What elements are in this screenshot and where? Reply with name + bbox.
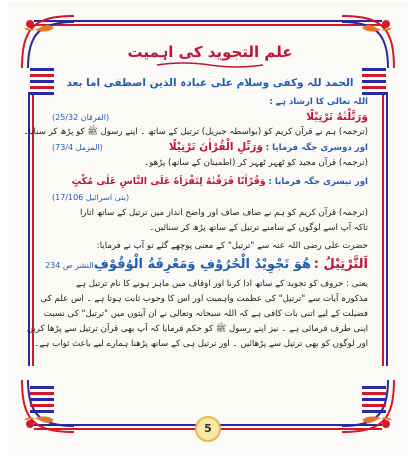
- paragraph-line-5: اور لوگوں کو بھی ترتیل سے پڑھائیں ۔ اور ترتیل ہی کے ساتھ پڑھنا ہمارے لیے باعث ثواب ہے۔: [34, 339, 368, 349]
- left-stripe-ornament: [30, 386, 54, 416]
- section-3-translation-2: تاکہ آپ اسے لوگوں کے سامنے ترتیل کے ساتھ پڑھ کر سنائیں۔: [149, 223, 368, 233]
- frame-top-blue-line: [34, 20, 382, 22]
- doxology: الحمد للہ وکفی وسلام علی عبادہ الذین اصطفی اما بعد: [66, 77, 354, 89]
- definition-reference: النشر ص 234: [45, 261, 94, 270]
- title-block: [52, 42, 368, 69]
- section-3-verse: وَقُرْاٰنًا فَرَقْنٰهُ لِتَقْرَاَهٗ عَلَى النَّاسِ عَلٰى مُكْثٍ: [71, 176, 266, 187]
- section-1-verse: وَرَتَّلْنٰهُ تَرْتِيْلًا: [306, 111, 368, 123]
- section-2-translation: (ترجمہ) قرآن مجید کو ٹھہر ٹھہر کر (اطمینان کے ساتھ) پڑھو۔: [144, 158, 368, 168]
- left-stripe-ornament: [30, 68, 54, 98]
- definition-label: اَلتَّرْتِيْلُ :: [313, 257, 368, 272]
- section-1-reference: (الفرقان 25/32): [52, 113, 110, 122]
- frame-top-red-line: [34, 24, 382, 26]
- frame-right-blue-line: [386, 92, 388, 366]
- definition-row: [45, 254, 368, 277]
- section-2-label: اور دوسری جگہ فرمایا :: [265, 143, 368, 153]
- section-3-label: اور تیسری جگہ فرمایا :: [268, 177, 368, 187]
- section-3-translation-1: (ترجمہ) قرآن کریم کو ہم نے صاف صاف اور واضح انداز میں ترتیل کے ساتھ اتارا: [80, 208, 368, 218]
- book-page: [8, 2, 408, 456]
- section-3-verse-row: [52, 174, 368, 190]
- section-3-reference-row: [52, 190, 368, 206]
- paragraph-line-3: فضیلت کے لیے اتنی بات کافی ہے کہ اللہ سبحانہ وتعالی نے ان آیتوں میں "ترتیل" کی نسبت: [43, 309, 368, 319]
- section-2-reference: (المزمل 73/4): [52, 143, 103, 152]
- paragraph-line-4: اپنی طرف فرمائی ہے ۔ نیز اپنے رسول ﷺ کو حکم فرمایا کہ آپ بھی قرآن ترتیل سے پڑھا کریں: [26, 324, 368, 334]
- title-underline-ornament-icon: [155, 61, 265, 69]
- section-1-label: اللہ تعالی کا ارشاد ہے :: [269, 97, 368, 107]
- ali-statement: حضرت علی رضی اللہ عنہ سے "ترتیل" کے معنی پوچھے گئے تو آپ نے فرمایا:: [96, 241, 368, 251]
- paragraph-line-1: یعنی : حروف کو تجوید کے ساتھ ادا کرنا اور اوقاف میں ماہر ہونے کا نام ترتیل ہے: [75, 279, 368, 289]
- section-1-verse-row: [52, 110, 368, 125]
- paragraph-line-2: مذکورہ آیات سے "ترتیل" کی عظمت واہمیت اور اس کا وجوب ثابت ہوتا ہے ۔ اس علم کی: [40, 294, 368, 304]
- page-content: [23, 30, 368, 416]
- page-title: علم التجوید کی اہمیت: [127, 43, 293, 61]
- frame-right-red-line: [382, 92, 384, 366]
- definition-verse: هُوَ تَجْوِيْدُ الْحُرُوْفِ وَمَعْرِفَةُ الْوُقُوْفِ: [93, 257, 312, 272]
- section-1-translation: (ترجمہ) ہم نے قرآن کریم کو (بواسطہ جبریل) ترتیل کے ساتھ ۔ اپنے رسول ﷺ کو پڑھ کر سنایا۔: [23, 127, 368, 137]
- page-number: 5: [195, 416, 221, 442]
- section-2-verse: وَرَتِّلِ الْقُرْاٰنَ تَرْتِيْلًا: [168, 141, 263, 153]
- section-3-reference: (بنی اسرائیل 17/106): [52, 193, 130, 202]
- section-2-verse-row: [52, 140, 368, 156]
